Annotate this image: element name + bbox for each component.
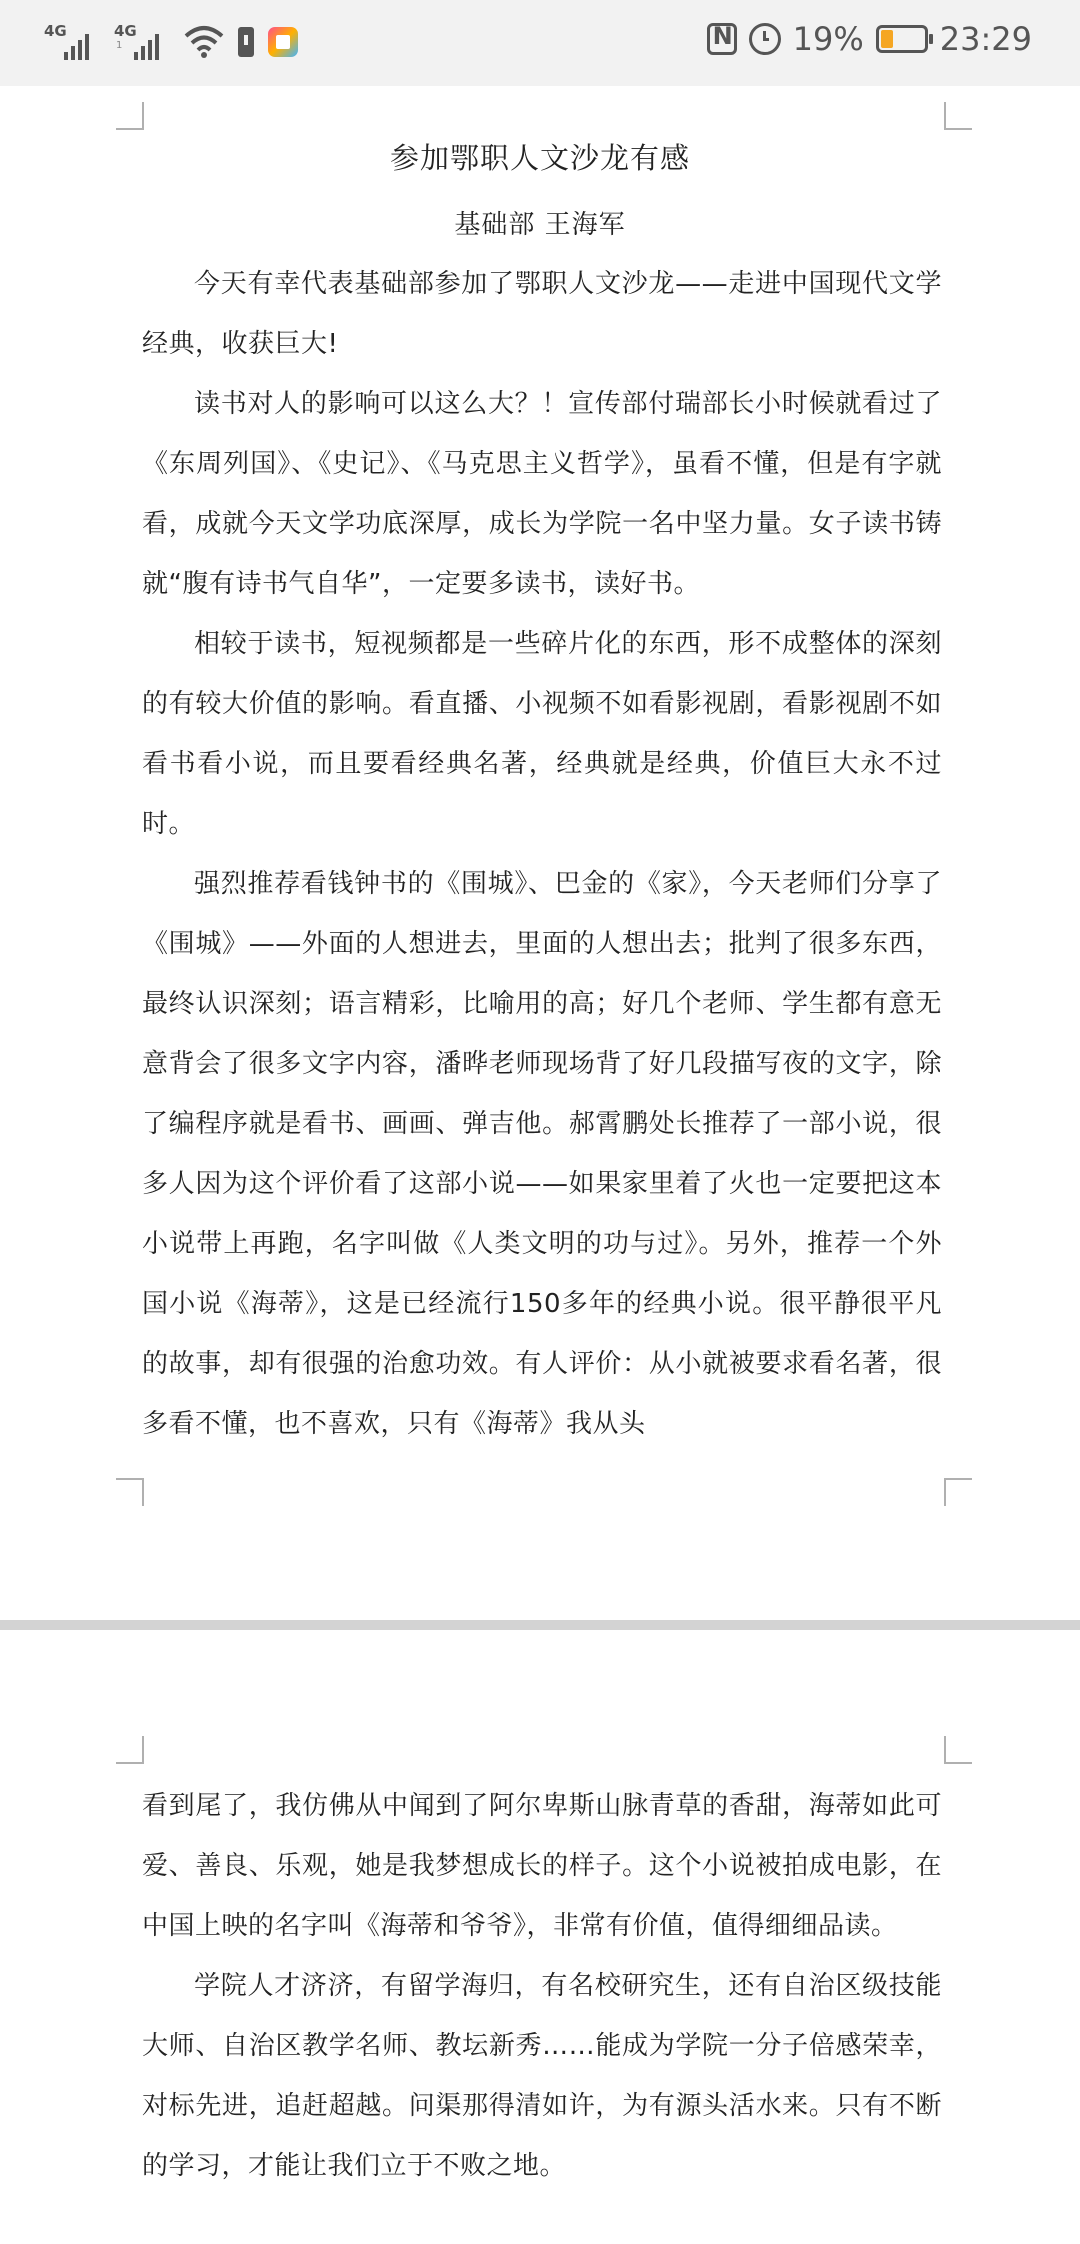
document-page-1 (0, 86, 1080, 1620)
wifi-icon (184, 24, 224, 60)
signal-icon (44, 22, 100, 62)
alarm-icon (749, 23, 781, 55)
battery-icon (876, 25, 928, 53)
signal-network-label: 4G (44, 22, 67, 40)
page-corner-mark (944, 102, 972, 130)
battery-level (881, 30, 893, 48)
page-corner-mark (944, 1736, 972, 1764)
page-corner-mark (116, 1736, 144, 1764)
page-corner-mark (944, 1478, 972, 1506)
document-page-2 (0, 1630, 1080, 2244)
nfc-icon (707, 23, 737, 55)
paragraph: 看到尾了，我仿佛从中闻到了阿尔卑斯山脉青草的香甜，海蒂如此可爱、善良、乐观，她是我梦想成长的样子。这个小说被拍成电影，在中国上映的名字叫《海蒂和爷爷》，非常有价值，值得细细品读。 (142, 1791, 942, 1941)
signal-sim-label: 1 (116, 40, 123, 51)
paragraph: 今天有幸代表基础部参加了鄂职人文沙龙——走进中国现代文学经典，收获巨大! (142, 269, 942, 359)
battery-saver-icon (238, 27, 254, 57)
page-corner-mark (116, 1478, 144, 1506)
paragraph: 相较于读书，短视频都是一些碎片化的东西，形不成整体的深刻的有较大价值的影响。看直播、小视频不如看影视剧，看影视剧不如看书看小说，而且要看经典名著，经典就是经典，价值巨大永不过时。 (142, 629, 942, 839)
battery-percent: 19% (792, 20, 864, 58)
document-author: 基础部 王海军 (454, 210, 626, 240)
page-corner-mark (116, 102, 144, 130)
status-bar (0, 0, 1080, 86)
signal-icon (114, 22, 170, 62)
status-bar-right (707, 20, 1032, 58)
document-body (142, 1776, 942, 2196)
paragraph: 强烈推荐看钱钟书的《围城》、巴金的《家》，今天老师们分享了《围城》——外面的人想进去，里面的人想出去；批判了很多东西，最终认识深刻；语言精彩，比喻用的高；好几个老师、学生都有意无意背会了很多文字内容，潘晔老师现场背了好几段描写夜的文字，除了编程序就是看书、画画、弹吉他。郝霄鹏处长推荐了一部小说，很多人因为这个评价看了这部小说——如果家里着了火也一定要把这本小说带上再跑，名字叫做《人类文明的功与过》。另外，推荐一个外国小说《海蒂》，这是已经流行150多年的经典小说。很平静很平凡的故事，却有很强的治愈功效。有人评价：从小就被要求看名著，很多看不懂，也不喜欢，只有《海蒂》我从头 (142, 869, 942, 1439)
status-bar-left (44, 22, 298, 62)
document-title: 参加鄂职人文沙龙有感 (389, 141, 690, 175)
page-separator (0, 1620, 1080, 1630)
paragraph: 学院人才济济，有留学海归，有名校研究生，还有自治区级技能大师、自治区教学名师、教坛新秀……能成为学院一分子倍感荣幸，对标先进，追赶超越。问渠那得清如许，为有源头活水来。只有不断的学习，才能让我们立于不败之地。 (142, 1971, 942, 2181)
app-icon (268, 27, 298, 57)
paragraph: 读书对人的影响可以这么大？！宣传部付瑞部长小时候就看过了《东周列国》、《史记》、《马克思主义哲学》，虽看不懂，但是有字就看，成就今天文学功底深厚，成长为学院一名中坚力量。女子读书铸就“腹有诗书气自华”，一定要多读书，读好书。 (142, 389, 942, 599)
document-body (142, 254, 942, 1454)
signal-network-label: 4G (114, 22, 137, 40)
clock: 23:29 (939, 20, 1032, 58)
